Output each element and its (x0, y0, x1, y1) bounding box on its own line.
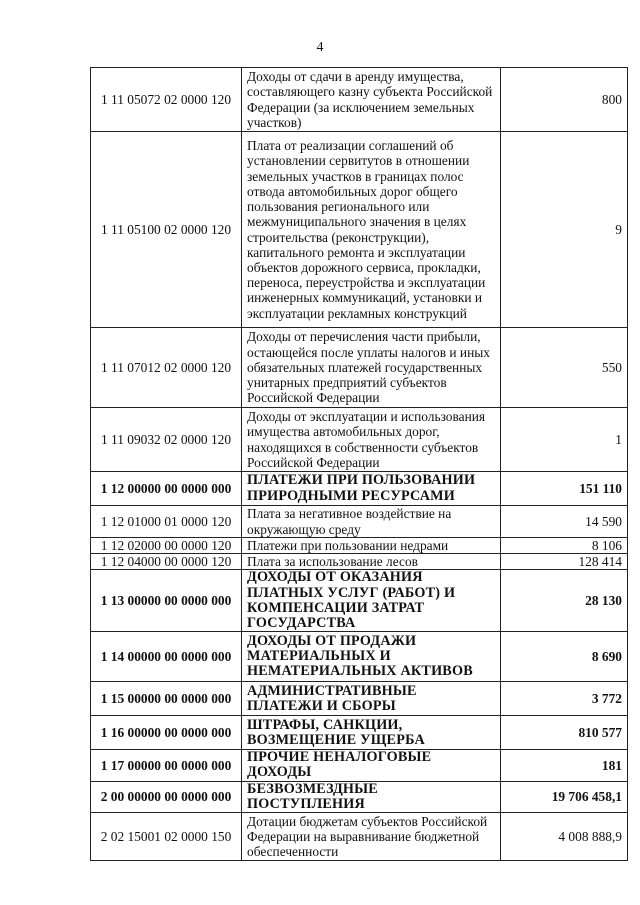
revenue-name-cell: Дотации бюджетам субъектов Российской Федерации на выравнивание бюджетной обеспеченности (242, 813, 501, 861)
table-row (91, 750, 628, 781)
table-row (91, 570, 628, 632)
revenue-name-cell: АДМИНИСТРАТИВНЫЕ ПЛАТЕЖИ И СБОРЫ (242, 682, 501, 716)
budget-code-cell: 1 13 00000 00 0000 000 (91, 570, 242, 632)
budget-code-cell: 1 11 05100 02 0000 120 (91, 132, 242, 328)
table-row (91, 781, 628, 812)
table-row (91, 408, 628, 472)
revenue-name-cell: ДОХОДЫ ОТ ОКАЗАНИЯ ПЛАТНЫХ УСЛУГ (РАБОТ) И КОМПЕНСАЦИИ ЗАТРАТ ГОСУДАРСТВА (242, 570, 501, 632)
page-number: 4 (316, 40, 324, 55)
revenue-name-cell: ДОХОДЫ ОТ ПРОДАЖИ МАТЕРИАЛЬНЫХ И НЕМАТЕРИАЛЬНЫХ АКТИВОВ (242, 632, 501, 682)
table-row (91, 68, 628, 132)
budget-code-cell: 1 12 04000 00 0000 120 (91, 554, 242, 570)
table-row (91, 682, 628, 716)
amount-cell: 8 106 (501, 538, 628, 554)
budget-code-cell: 1 16 00000 00 0000 000 (91, 716, 242, 750)
amount-cell: 9 (501, 132, 628, 328)
revenue-name-cell: ШТРАФЫ, САНКЦИИ, ВОЗМЕЩЕНИЕ УЩЕРБА (242, 716, 501, 750)
revenue-name-cell: Плата за использование лесов (242, 554, 501, 570)
table-row (91, 716, 628, 750)
budget-code-cell: 1 15 00000 00 0000 000 (91, 682, 242, 716)
revenue-name-cell: ПРОЧИЕ НЕНАЛОГОВЫЕ ДОХОДЫ (242, 750, 501, 781)
amount-cell: 14 590 (501, 506, 628, 538)
revenue-name-cell: Доходы от сдачи в аренду имущества, составляющего казну субъекта Российской Федерации (за исключением земельных участков) (242, 68, 501, 132)
budget-code-cell: 1 12 00000 00 0000 000 (91, 472, 242, 506)
budget-code-cell: 1 17 00000 00 0000 000 (91, 750, 242, 781)
amount-cell: 28 130 (501, 570, 628, 632)
table-row (91, 328, 628, 408)
revenue-name-cell: Доходы от эксплуатации и использования имущества автомобильных дорог, находящихся в собственности субъектов Российской Федерации (242, 408, 501, 472)
table-row (91, 554, 628, 570)
revenue-name-cell: Плата от реализации соглашений об установлении сервитутов в отношении земельных участков в границах полос отвода автомобильных дорог общего пользования регионального или межмуниципального значения в целях строительства (реконструкции), капитального ремонта и эксплуатации объектов дорожного сервиса, прокладки, переноса, переустройства и эксплуатации инженерных коммуникаций, установки и эксплуатации рекламных конструкций (242, 132, 501, 328)
revenue-name-cell: БЕЗВОЗМЕЗДНЫЕ ПОСТУПЛЕНИЯ (242, 781, 501, 812)
amount-cell: 8 690 (501, 632, 628, 682)
revenue-table (90, 67, 628, 861)
table-row (91, 472, 628, 506)
amount-cell: 19 706 458,1 (501, 781, 628, 812)
amount-cell: 151 110 (501, 472, 628, 506)
amount-cell: 550 (501, 328, 628, 408)
amount-cell: 810 577 (501, 716, 628, 750)
amount-cell: 800 (501, 68, 628, 132)
budget-code-cell: 1 14 00000 00 0000 000 (91, 632, 242, 682)
revenue-name-cell: Платежи при пользовании недрами (242, 538, 501, 554)
budget-code-cell: 1 12 02000 00 0000 120 (91, 538, 242, 554)
table-row (91, 538, 628, 554)
revenue-name-cell: Плата за негативное воздействие на окружающую среду (242, 506, 501, 538)
budget-code-cell: 1 11 09032 02 0000 120 (91, 408, 242, 472)
budget-code-cell: 1 12 01000 01 0000 120 (91, 506, 242, 538)
budget-code-cell: 1 11 05072 02 0000 120 (91, 68, 242, 132)
budget-code-cell: 2 00 00000 00 0000 000 (91, 781, 242, 812)
table-row (91, 632, 628, 682)
revenue-name-cell: ПЛАТЕЖИ ПРИ ПОЛЬЗОВАНИИ ПРИРОДНЫМИ РЕСУРСАМИ (242, 472, 501, 506)
amount-cell: 128 414 (501, 554, 628, 570)
table-row (91, 813, 628, 861)
amount-cell: 3 772 (501, 682, 628, 716)
table-row (91, 132, 628, 328)
revenue-table-body (91, 68, 628, 861)
budget-code-cell: 1 11 07012 02 0000 120 (91, 328, 242, 408)
amount-cell: 4 008 888,9 (501, 813, 628, 861)
table-row (91, 506, 628, 538)
amount-cell: 181 (501, 750, 628, 781)
amount-cell: 1 (501, 408, 628, 472)
revenue-name-cell: Доходы от перечисления части прибыли, остающейся после уплаты налогов и иных обязательных платежей государственных унитарных предприятий субъектов Российской Федерации (242, 328, 501, 408)
budget-code-cell: 2 02 15001 02 0000 150 (91, 813, 242, 861)
